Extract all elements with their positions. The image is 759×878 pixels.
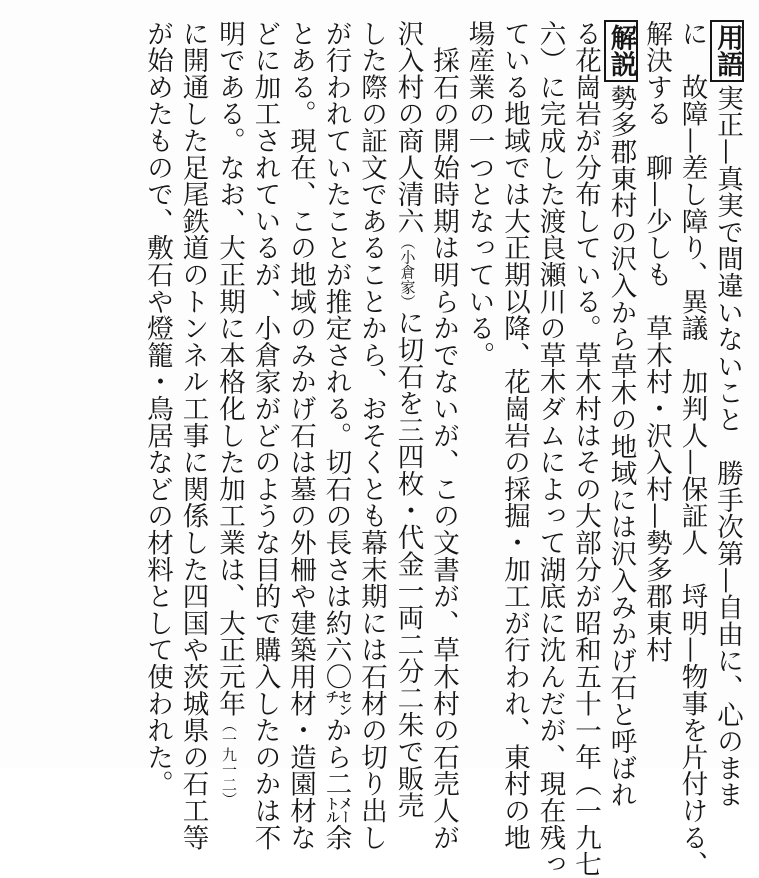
- text-line: [710, 20, 746, 809]
- text-line: [389, 20, 426, 819]
- text-line: [283, 20, 319, 851]
- line-text: る花崗岩が分布している。草木村はその大部分が昭和五十一年（一九七: [570, 20, 601, 878]
- text-line: [426, 20, 462, 851]
- line-text: 勢多郡東村の沢入から草木の地域には沢入みかげ石と呼ばれ: [605, 84, 637, 809]
- text-line: [461, 20, 497, 755]
- text-line: [175, 20, 211, 851]
- text-line: [568, 20, 604, 878]
- line-text: 実正—真実で間違いないこと 勝手次第—自由に、心のまま: [712, 84, 743, 809]
- line-text: が行われていたことが推定される。切石の長さは約六〇㌢から二㍍余: [320, 20, 352, 851]
- line-text: とある。現在、この地域のみかげ石は墓の外柵や建築用材・造園材な: [285, 20, 316, 851]
- annotation-text: （小倉家）: [398, 234, 417, 310]
- line-text: に開通した足尾鉄道のトンネル工事に関係した四国や茨城県の石工等: [177, 20, 209, 851]
- text-line: [532, 20, 568, 878]
- annotation-text: （一九一二）: [220, 716, 238, 807]
- vertical-text-block: [10, 20, 745, 878]
- text-line: [247, 20, 283, 851]
- line-text: どに加工されているが、小倉家がどのような目的で購入したのかは不: [249, 20, 281, 851]
- text-line: [354, 20, 390, 851]
- line-text: ている地域では大正期以降、花崗岩の採掘・加工が行われ、東村の地: [499, 20, 530, 851]
- line-text: 解決する 聊—少しも 草木村・沢入村—勢多郡東村: [641, 20, 672, 664]
- line-text: 明である。なお、大正期に本格化した加工業は、大正元年: [214, 20, 245, 717]
- term-label: 用語: [710, 20, 744, 82]
- line-text: 六）に完成した渡良瀬川の草木ダムによって湖底に沈んだが、現在残っ: [534, 20, 566, 878]
- text-line: [211, 20, 248, 807]
- line-text: 採石の開始時期は明らかでないが、この文書が、草木村の石売人が: [428, 20, 459, 851]
- line-text: が始めたもので、敷石や燈籠・鳥居などの材料として使われた。: [142, 20, 173, 798]
- line-text: に切石を三四枚・代金一両二分二朱で販売: [392, 309, 424, 819]
- line-text: 場産業の一つとなっている。: [463, 20, 495, 369]
- text-line: [318, 20, 354, 851]
- text-line: [497, 20, 533, 851]
- text-line: [639, 20, 675, 755]
- commentary-label: 解説: [604, 20, 638, 82]
- line-text: 沢入村の商人清六: [392, 20, 424, 235]
- line-text: に 故障—差し障り、異議 加判人—保証人 埒明—物事を片付ける、: [676, 20, 708, 878]
- line-text: した際の証文であることから、おそくとも幕末期には石材の切り出し: [356, 20, 387, 851]
- text-line: [674, 20, 710, 878]
- text-line: [140, 20, 176, 798]
- text-line: [603, 20, 639, 809]
